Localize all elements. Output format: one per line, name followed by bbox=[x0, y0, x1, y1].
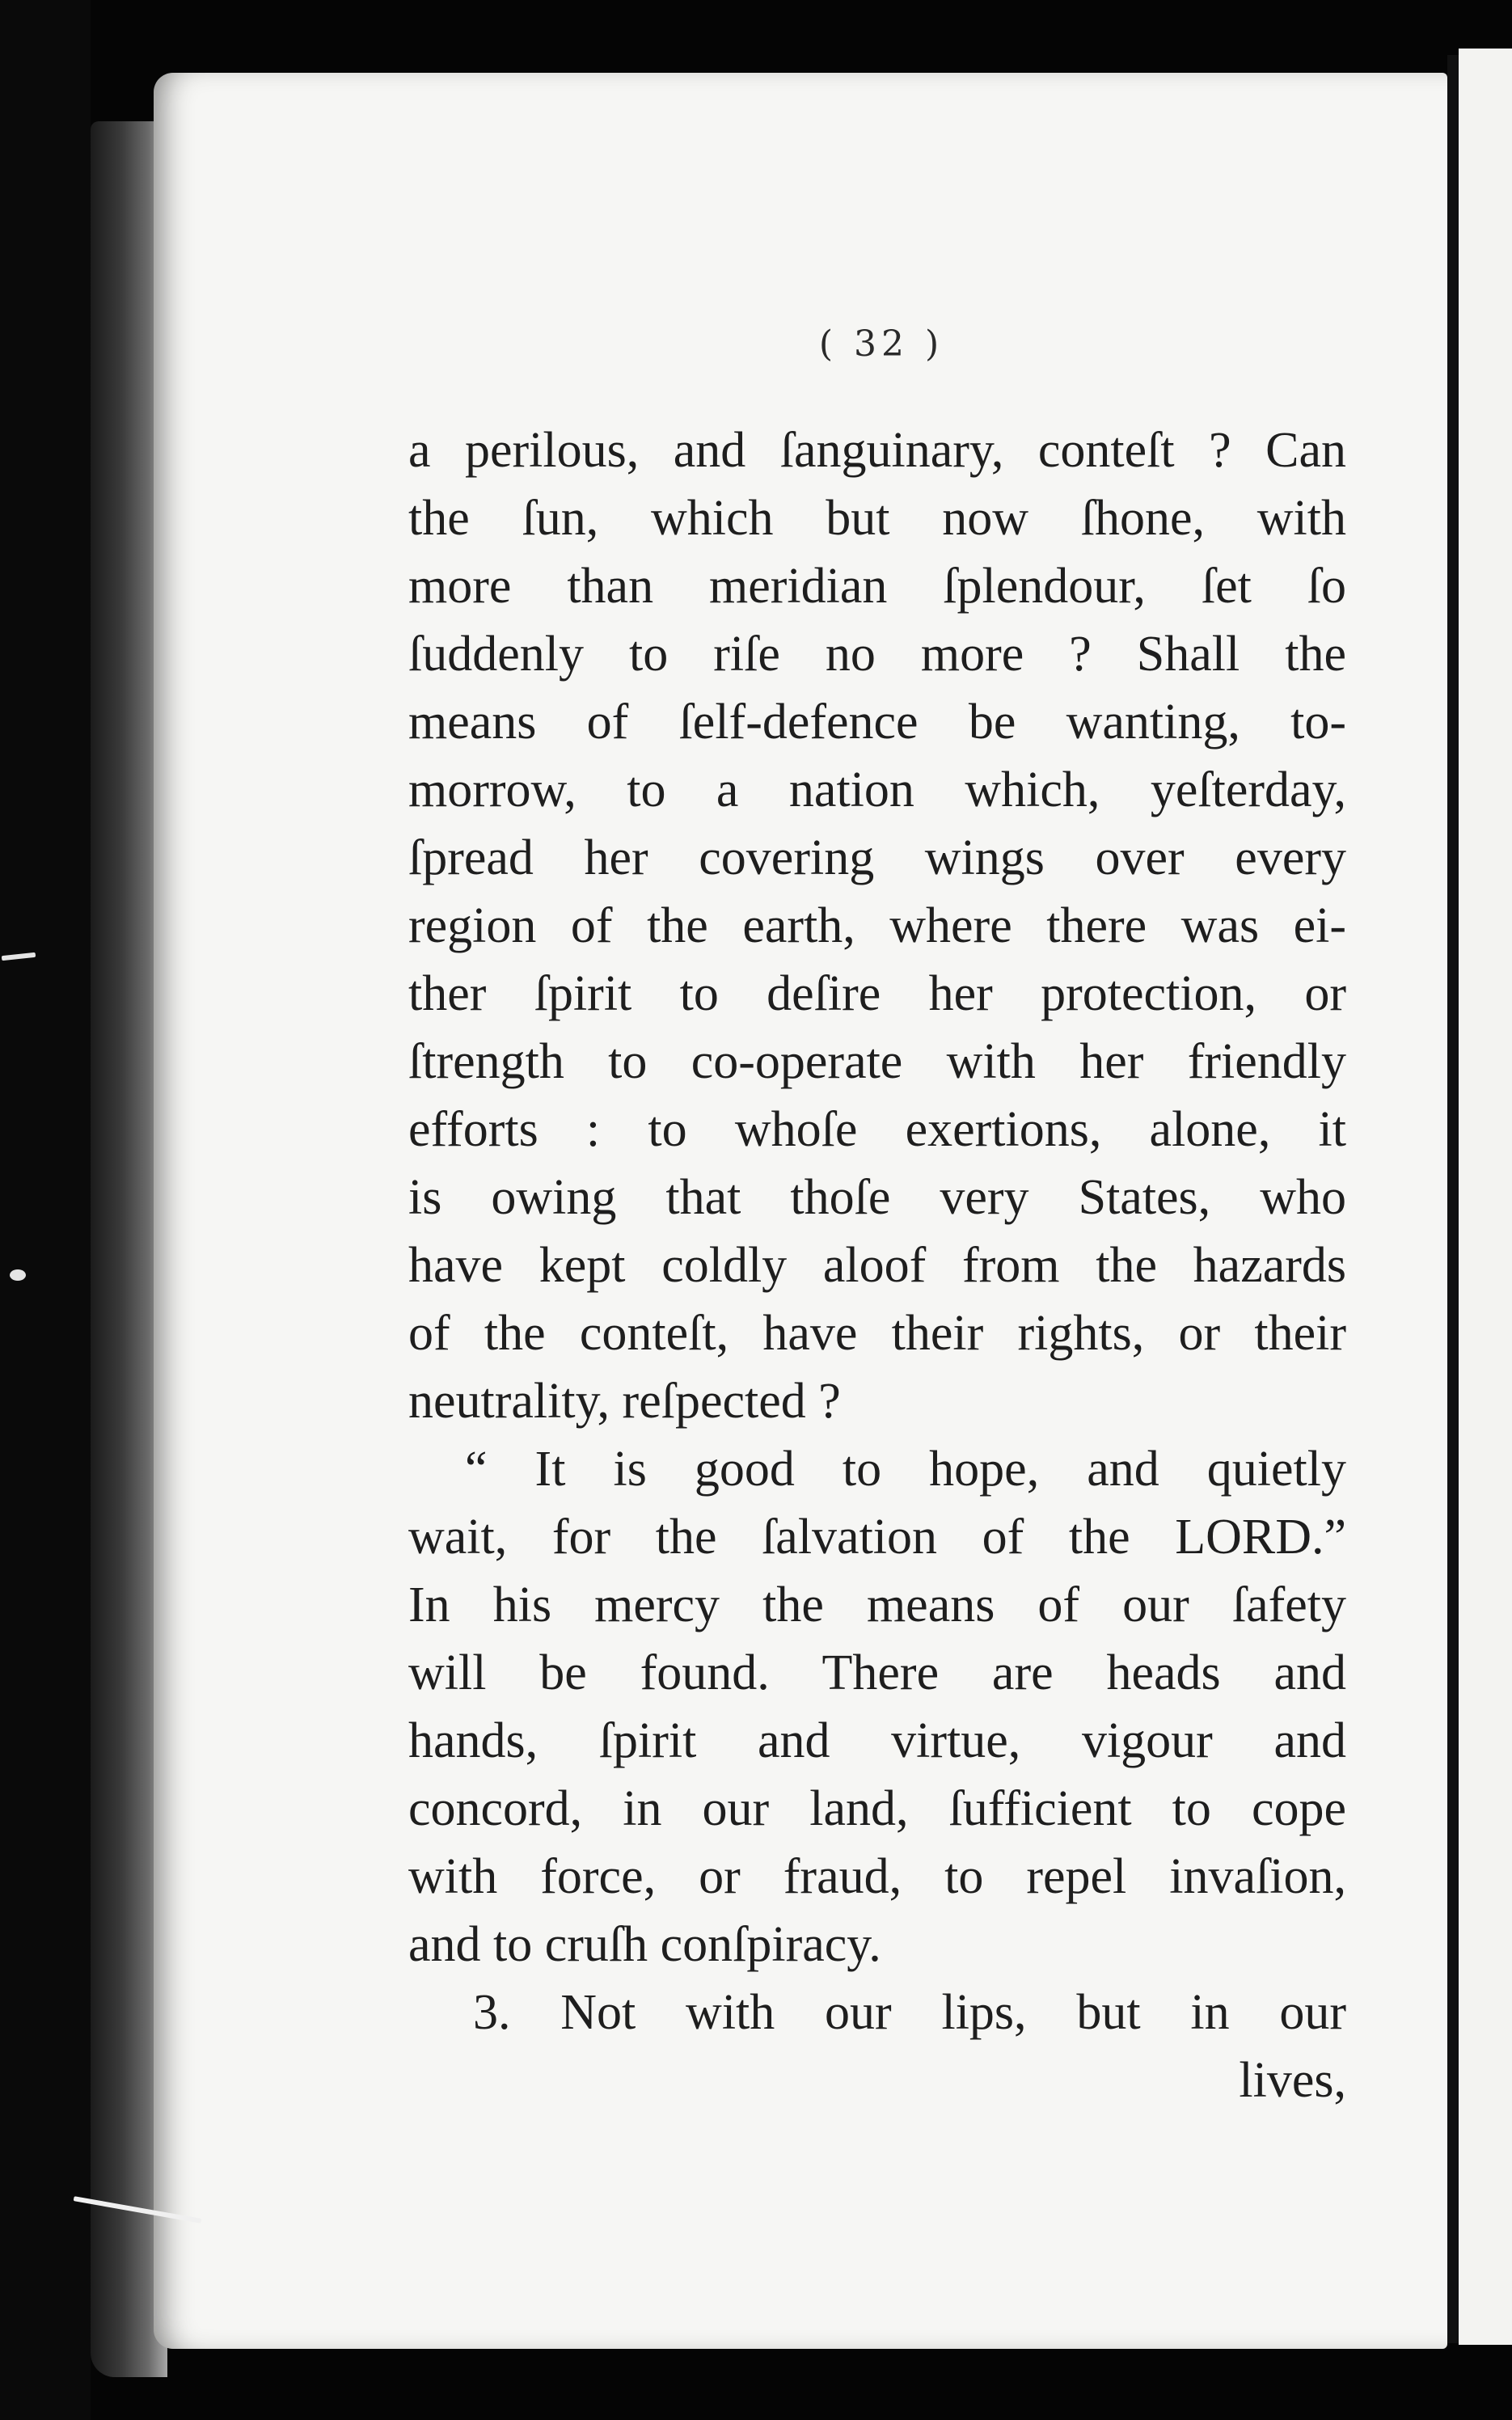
text-line: “ It is good to hope, and quietly bbox=[465, 1442, 1346, 1497]
text-line: concord, in our land, ſufficient to cope bbox=[408, 1781, 1346, 1836]
text-line: ſtrength to co-operate with her friendly bbox=[408, 1034, 1346, 1089]
text-line: ſuddenly to riſe no more ? Shall the bbox=[408, 627, 1346, 682]
book-gutter bbox=[1447, 55, 1459, 2343]
text-line: In his mercy the means of our ſafety bbox=[408, 1577, 1346, 1632]
text-line: is owing that thoſe very States, who bbox=[408, 1170, 1346, 1225]
page-number: ( 32 ) bbox=[818, 323, 944, 365]
text-line: wait, for the ſalvation of the LORD.” bbox=[408, 1510, 1346, 1565]
text-line: means of ſelf-defence be wanting, to- bbox=[408, 695, 1346, 750]
text-line: of the conteſt, have their rights, or their bbox=[408, 1306, 1346, 1361]
text-line: efforts : to whoſe exertions, alone, it bbox=[408, 1102, 1346, 1157]
scan-mark bbox=[10, 1269, 26, 1281]
text-line: morrow, to a nation which, yeſterday, bbox=[408, 762, 1346, 817]
text-line: ther ſpirit to deſire her protection, or bbox=[408, 966, 1346, 1021]
text-line: 3. Not with our lips, but in our bbox=[473, 1985, 1346, 2040]
text-line: have kept coldly aloof from the hazards bbox=[408, 1238, 1346, 1293]
text-line: a perilous, and ſanguinary, conteſt ? Can bbox=[408, 423, 1346, 478]
body-text bbox=[408, 416, 1346, 2114]
text-line: more than meridian ſplendour, ſet ſo bbox=[408, 559, 1346, 614]
text-line: and to cruſh conſpiracy. bbox=[408, 1917, 881, 1972]
text-line: with force, or fraud, to repel invaſion, bbox=[408, 1849, 1346, 1904]
text-line: hands, ſpirit and virtue, vigour and bbox=[408, 1713, 1346, 1768]
text-line: region of the earth, where there was ei- bbox=[408, 898, 1346, 953]
text-line: neutrality, reſpected ? bbox=[408, 1374, 841, 1429]
text-line: ſpread her covering wings over every bbox=[408, 830, 1346, 885]
previous-leaf-strip bbox=[0, 0, 91, 2420]
catchword: lives, bbox=[1239, 2053, 1346, 2108]
text-line: will be found. There are heads and bbox=[408, 1645, 1346, 1700]
text-line: the ſun, which but now ſhone, with bbox=[408, 491, 1346, 546]
next-leaf-strip bbox=[1459, 49, 1512, 2345]
